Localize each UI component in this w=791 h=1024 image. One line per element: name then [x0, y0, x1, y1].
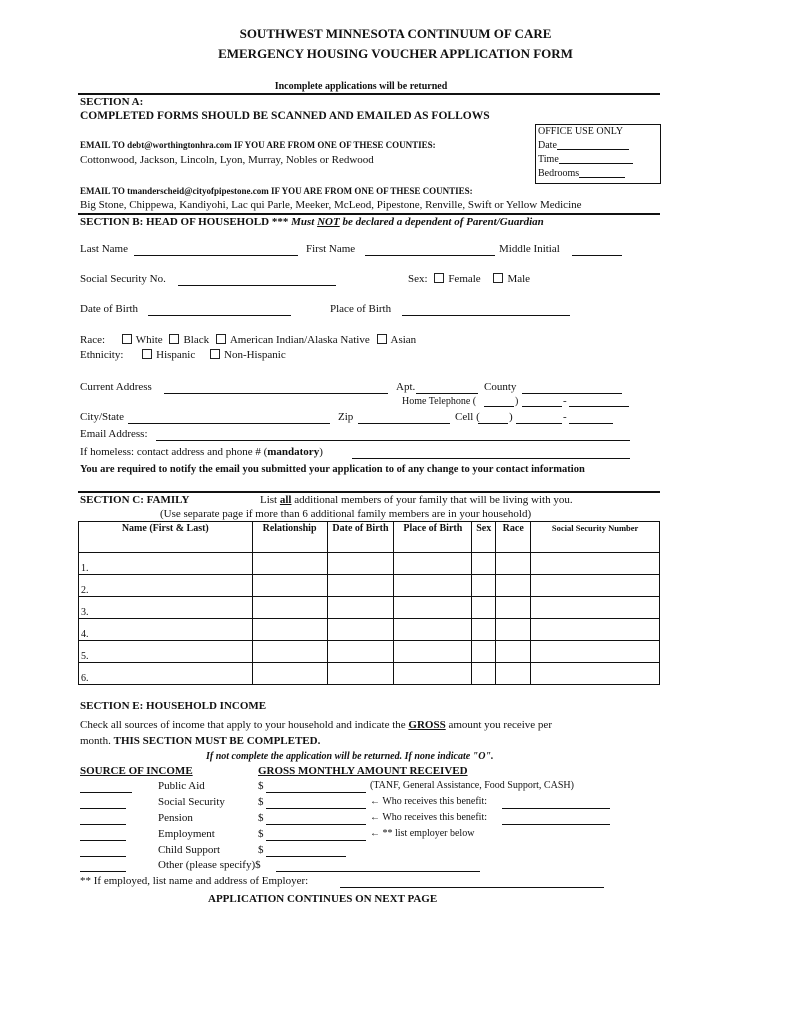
family-cell[interactable] [327, 641, 394, 663]
section-c-title: SECTION C: FAMILY [80, 494, 190, 506]
non-hispanic-checkbox[interactable] [210, 349, 220, 359]
current-address-field[interactable] [164, 383, 388, 394]
income-amount-field[interactable] [266, 846, 346, 857]
income-source-check[interactable] [80, 798, 126, 809]
column-header: Name (First & Last) [79, 522, 253, 553]
non-hispanic-label: Non-Hispanic [224, 349, 286, 361]
family-cell[interactable] [496, 597, 531, 619]
family-name-cell[interactable] [79, 663, 253, 685]
office-date [536, 139, 660, 153]
county-field[interactable] [522, 383, 622, 394]
zip-label: Zip [338, 411, 354, 423]
county-list-2: Big Stone, Chippewa, Kandiyohi, Lac qui Parle, Meeker, McLeod, Pipestone, Renville, Swift or Yellow Medicine [80, 199, 582, 211]
dollar-sign: $ [258, 780, 264, 792]
home-phone-prefix-field[interactable] [522, 396, 562, 407]
family-table-header [79, 522, 660, 553]
office-bedrooms-field[interactable] [579, 167, 625, 178]
section-a-title: SECTION A: [80, 96, 144, 108]
section-b-label: SECTION B: HEAD OF HOUSEHOLD *** [80, 216, 289, 228]
income-instruction [80, 719, 552, 731]
table-row [79, 641, 660, 663]
benefit-recipient-field[interactable] [502, 814, 610, 825]
income-source-label: Employment [158, 828, 215, 840]
pob-field[interactable] [402, 305, 570, 316]
dollar-sign: $ [258, 844, 264, 856]
income-amount-field[interactable] [266, 798, 366, 809]
office-date-field[interactable] [557, 139, 629, 150]
home-phone-area-field[interactable] [484, 396, 514, 407]
email-address-field[interactable] [156, 430, 630, 441]
ethnicity-label: Ethnicity: [80, 349, 124, 361]
form-title-line2: EMERGENCY HOUSING VOUCHER APPLICATION FORM [218, 46, 573, 61]
column-header: Sex [472, 522, 496, 553]
family-cell[interactable] [394, 619, 472, 641]
cell-label: Cell ( [455, 411, 480, 423]
check-pre: Check all sources of income that apply to your household and indicate the [80, 719, 406, 731]
family-name-cell[interactable] [79, 619, 253, 641]
column-header: Relationship [252, 522, 327, 553]
email-instruction-2: EMAIL TO tmanderscheid@cityofpipestone.com IF YOU ARE FROM ONE OF THESE COUNTIES: [80, 186, 473, 196]
incomplete-notice: Incomplete applications will be returned [274, 81, 448, 92]
continues-notice: APPLICATION CONTINUES ON NEXT PAGE [208, 893, 438, 905]
female-label: Female [448, 273, 481, 285]
family-cell[interactable] [327, 619, 394, 641]
form-title-line1: SOUTHWEST MINNESOTA CONTINUUM OF CARE [239, 26, 552, 41]
family-cell[interactable] [531, 597, 660, 619]
must-complete-label: THIS SECTION MUST BE COMPLETED. [113, 735, 321, 747]
race-native-label: American Indian/Alaska Native [229, 334, 370, 346]
employer-label: ** If employed, list name and address of Employer: [80, 875, 309, 887]
benefit-recipient-field[interactable] [502, 798, 610, 809]
section-b-not: NOT [317, 216, 340, 228]
office-time [536, 153, 660, 167]
family-cell[interactable] [394, 597, 472, 619]
dollar-sign: $ [258, 796, 264, 808]
office-use-title: OFFICE USE ONLY [538, 126, 624, 137]
cell-paren: ) [509, 411, 513, 423]
family-cell[interactable] [531, 553, 660, 575]
dob-field[interactable] [148, 305, 291, 316]
table-row [79, 553, 660, 575]
section-a-instruction: COMPLETED FORMS SHOULD BE SCANNED AND EMAILED AS FOLLOWS [80, 110, 490, 122]
pob-label: Place of Birth [330, 303, 392, 315]
home-phone-line-field[interactable] [569, 396, 629, 407]
family-cell[interactable] [496, 619, 531, 641]
month-label: month. [80, 735, 111, 747]
sex-row [408, 273, 530, 285]
table-row [79, 597, 660, 619]
family-name-cell[interactable] [79, 641, 253, 663]
home-telephone-label: Home Telephone ( [402, 396, 477, 407]
email-instruction-1: EMAIL TO debt@worthingtonhra.com IF YOU ARE FROM ONE OF THESE COUNTIES: [80, 140, 436, 150]
income-amount-field[interactable] [266, 814, 366, 825]
family-cell[interactable] [531, 619, 660, 641]
first-name-label: First Name [306, 243, 356, 255]
mandatory-label: mandatory [267, 446, 320, 458]
income-amount-field[interactable] [266, 830, 366, 841]
income-instruction-2 [80, 735, 320, 747]
last-name-label: Last Name [80, 243, 128, 255]
family-cell[interactable] [327, 553, 394, 575]
source-of-income-header: SOURCE OF INCOME [80, 765, 193, 777]
divider [78, 213, 660, 215]
cell-dash: - [563, 411, 567, 423]
family-cell[interactable] [394, 575, 472, 597]
dollar-sign: $ [258, 828, 264, 840]
notify-notice: You are required to notify the email you submitted your application to of any change to your contact information [80, 464, 585, 475]
separate-page-note: (Use separate page if more than 6 additional family members are in your household) [160, 508, 532, 520]
office-date-label: Date [538, 140, 557, 151]
row-number: 5. [81, 651, 89, 662]
income-warning: If not complete the application will be returned. If none indicate "O". [206, 751, 494, 762]
divider [78, 93, 660, 95]
office-use-box [535, 124, 661, 184]
section-b-rest: be declared a dependent of Parent/Guardian [342, 216, 544, 228]
income-note: ← ** list employer below [370, 828, 475, 839]
column-header: Date of Birth [327, 522, 394, 553]
family-name-cell[interactable] [79, 553, 253, 575]
middle-initial-label: Middle Initial [499, 243, 560, 255]
family-cell[interactable] [252, 663, 327, 685]
office-time-field[interactable] [559, 153, 633, 164]
income-source-check[interactable] [80, 814, 126, 825]
homeless-row [80, 446, 323, 458]
income-source-label: Other (please specify)$ [158, 859, 261, 871]
office-time-label: Time [538, 154, 559, 165]
office-bedrooms [536, 167, 660, 181]
family-cell[interactable] [252, 641, 327, 663]
dob-label: Date of Birth [80, 303, 139, 315]
race-row [80, 334, 416, 346]
section-b-title [80, 216, 544, 228]
email-address-label: Email Address: [80, 428, 148, 440]
middle-initial-field[interactable] [572, 245, 622, 256]
family-cell[interactable] [472, 663, 496, 685]
family-cell[interactable] [496, 663, 531, 685]
first-name-field[interactable] [365, 245, 495, 256]
list-pre: List [260, 494, 278, 506]
column-header: Race [496, 522, 531, 553]
row-number: 2. [81, 585, 89, 596]
table-row [79, 575, 660, 597]
apt-field[interactable] [416, 383, 478, 394]
race-white-checkbox[interactable] [122, 334, 132, 344]
cell-area-field[interactable] [478, 413, 508, 424]
race-label: Race: [80, 334, 106, 346]
homeless-contact-field[interactable] [352, 448, 630, 459]
apt-label: Apt. [396, 381, 416, 393]
ssn-field[interactable] [178, 275, 336, 286]
male-label: Male [507, 273, 531, 285]
last-name-field[interactable] [134, 245, 298, 256]
family-cell[interactable] [496, 553, 531, 575]
race-native-checkbox[interactable] [216, 334, 226, 344]
income-source-check[interactable] [80, 846, 126, 857]
home-phone-paren: ) [515, 396, 519, 407]
county-list-1: Cottonwood, Jackson, Lincoln, Lyon, Murray, Nobles or Redwood [80, 154, 374, 166]
section-e-title: SECTION E: HOUSEHOLD INCOME [80, 700, 267, 712]
section-c-instruction [260, 494, 573, 506]
city-state-field[interactable] [128, 413, 330, 424]
employer-field[interactable] [340, 877, 604, 888]
income-source-label: Child Support [158, 844, 221, 856]
list-all: all [279, 494, 292, 506]
gross-monthly-header: GROSS MONTHLY AMOUNT RECEIVED [258, 765, 468, 777]
list-post: additional members of your family that will be living with you. [294, 494, 573, 506]
income-note: (TANF, General Assistance, Food Support, CASH) [370, 780, 574, 791]
male-checkbox[interactable] [493, 273, 503, 283]
family-cell[interactable] [327, 575, 394, 597]
family-cell[interactable] [531, 663, 660, 685]
income-note: ← Who receives this benefit: [370, 796, 488, 807]
city-state-label: City/State [80, 411, 124, 423]
row-number: 6. [81, 673, 89, 684]
family-cell[interactable] [472, 597, 496, 619]
income-note: ← Who receives this benefit: [370, 812, 488, 823]
income-source-label: Social Security [158, 796, 225, 808]
family-cell[interactable] [394, 553, 472, 575]
income-other-field[interactable] [276, 861, 480, 872]
column-header: Place of Birth [394, 522, 472, 553]
dollar-sign: $ [258, 812, 264, 824]
current-address-label: Current Address [80, 381, 152, 393]
family-cell[interactable] [472, 619, 496, 641]
race-black-checkbox[interactable] [169, 334, 179, 344]
income-source-label: Public Aid [158, 780, 205, 792]
family-cell[interactable] [394, 641, 472, 663]
row-number: 4. [81, 629, 89, 640]
income-source-label: Pension [158, 812, 193, 824]
family-name-cell[interactable] [79, 575, 253, 597]
female-checkbox[interactable] [434, 273, 444, 283]
family-cell[interactable] [496, 641, 531, 663]
gross-label: GROSS [408, 719, 446, 731]
ssn-label: Social Security No. [80, 273, 166, 285]
income-amount-field[interactable] [266, 782, 366, 793]
race-black-label: Black [183, 334, 210, 346]
cell-line-field[interactable] [569, 413, 613, 424]
family-cell[interactable] [252, 575, 327, 597]
family-cell[interactable] [252, 553, 327, 575]
ethnicity-row [80, 349, 286, 361]
family-cell[interactable] [531, 641, 660, 663]
race-asian-checkbox[interactable] [377, 334, 387, 344]
income-source-check[interactable] [80, 861, 126, 872]
family-cell[interactable] [472, 553, 496, 575]
home-phone-dash: - [563, 395, 567, 407]
homeless-close: ) [319, 446, 323, 458]
section-b-must: Must [291, 216, 315, 228]
hispanic-checkbox[interactable] [142, 349, 152, 359]
family-cell[interactable] [252, 619, 327, 641]
table-row [79, 663, 660, 685]
column-header: Social Security Number [531, 522, 660, 553]
hispanic-label: Hispanic [156, 349, 196, 361]
family-table [78, 521, 660, 685]
zip-field[interactable] [358, 413, 450, 424]
family-cell[interactable] [252, 597, 327, 619]
race-asian-label: Asian [390, 334, 417, 346]
income-source-check[interactable] [80, 830, 126, 841]
divider [78, 491, 660, 493]
row-number: 1. [81, 563, 89, 574]
sex-label: Sex: [408, 273, 428, 285]
family-cell[interactable] [327, 597, 394, 619]
family-cell[interactable] [327, 663, 394, 685]
county-label: County [484, 381, 517, 393]
check-post: amount you receive per [448, 719, 552, 731]
family-cell[interactable] [531, 575, 660, 597]
family-cell[interactable] [472, 575, 496, 597]
income-source-check[interactable] [80, 782, 132, 793]
office-bedrooms-label: Bedrooms [538, 168, 580, 179]
family-cell[interactable] [472, 641, 496, 663]
family-name-cell[interactable] [79, 597, 253, 619]
row-number: 3. [81, 607, 89, 618]
homeless-label: If homeless: contact address and phone # ( [80, 446, 268, 458]
cell-prefix-field[interactable] [516, 413, 562, 424]
family-cell[interactable] [496, 575, 531, 597]
family-cell[interactable] [394, 663, 472, 685]
race-white-label: White [135, 334, 163, 346]
table-row [79, 619, 660, 641]
